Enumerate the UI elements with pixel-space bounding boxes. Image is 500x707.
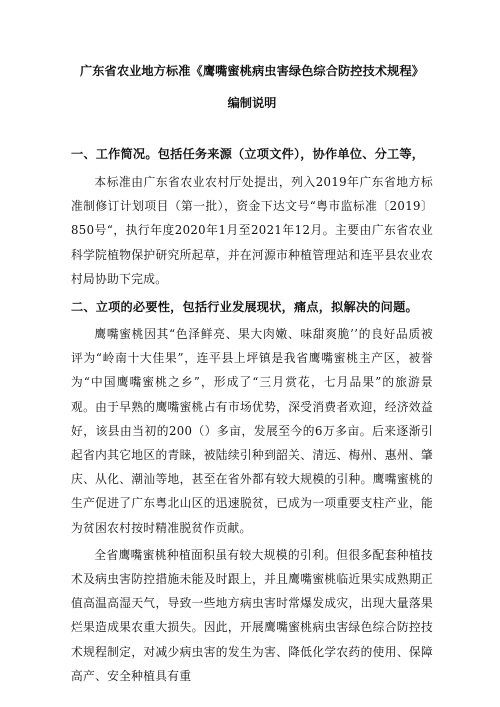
- section-work-overview: [71, 145, 433, 291]
- document-title: 广东省农业地方标准《鹰嘴蜜桃病虫害绿色综合防控技术规程》: [79, 64, 425, 78]
- section-paragraph: 本标准由广东省农业农村厅处提出，列入2019年广东省地方标准制修订计划项目（第一批），资金下达文号“粤市监标准〔2019〕850号“，执行年度2020年1月至2021年12月。主要由广东省农业科学院植物保护研究所起草，并在河源市种植管理站和连平县农业农村局协助下完成。: [71, 175, 433, 286]
- section-necessity: [71, 298, 433, 688]
- section-paragraph: 鹰嘴蜜桃因其“色泽鲜亮、果大肉嫩、味甜爽脆’’的良好品质被评为“岭南十大佳果”，连平县上坪镇是我省鹰嘴蜜桃主产区，被誉为“中国鹰嘴蜜桃之乡”，形成了“三月赏花，七月品果”的旅游景观。由于早熟的鹰嘴蜜桃占有市场优势，深受消费者欢迎，经济效益好，该县由当初的200（）多亩，发展至今的6万多亩。后来逐渐引起省内其它地区的青睐，被陆续引种到韶关、清远、梅州、惠州、肇庆、从化、潮汕等地，甚至在省外都有较大规模的引种。鹰嘴蜜桃的生产促进了广东粤北山区的迅速脱贫，已成为一项重要支柱产业，能为贫困农村按时精准脱贫作贡献。: [71, 327, 433, 535]
- section-heading: 二、立项的必要性，包括行业发展现状，痛点，拟解决的问题。: [71, 300, 418, 315]
- document-subtitle: 编制说明: [227, 96, 277, 110]
- section-paragraph: 全省鹰嘴蜜桃种植面积虽有较大规模的引利。但很多配套种植技术及病虫害防控措施未能及时跟上，并且鹰嘴蜜桃临近果实成熟期正值高温高湿天气，导致一些地方病虫害时常爆发成灾，出现大量落果烂果造成果农重大损失。因此，开展鹰嘴蜜桃病虫害绿色综合防控技术规程制定，对减少病虫害的发生为害、降低化学农药的使用、保障高产、安全种植具有重: [71, 547, 433, 683]
- section-heading: 一、工作简况。包括任务来源（立项文件），协作单位、分工等，: [71, 147, 425, 161]
